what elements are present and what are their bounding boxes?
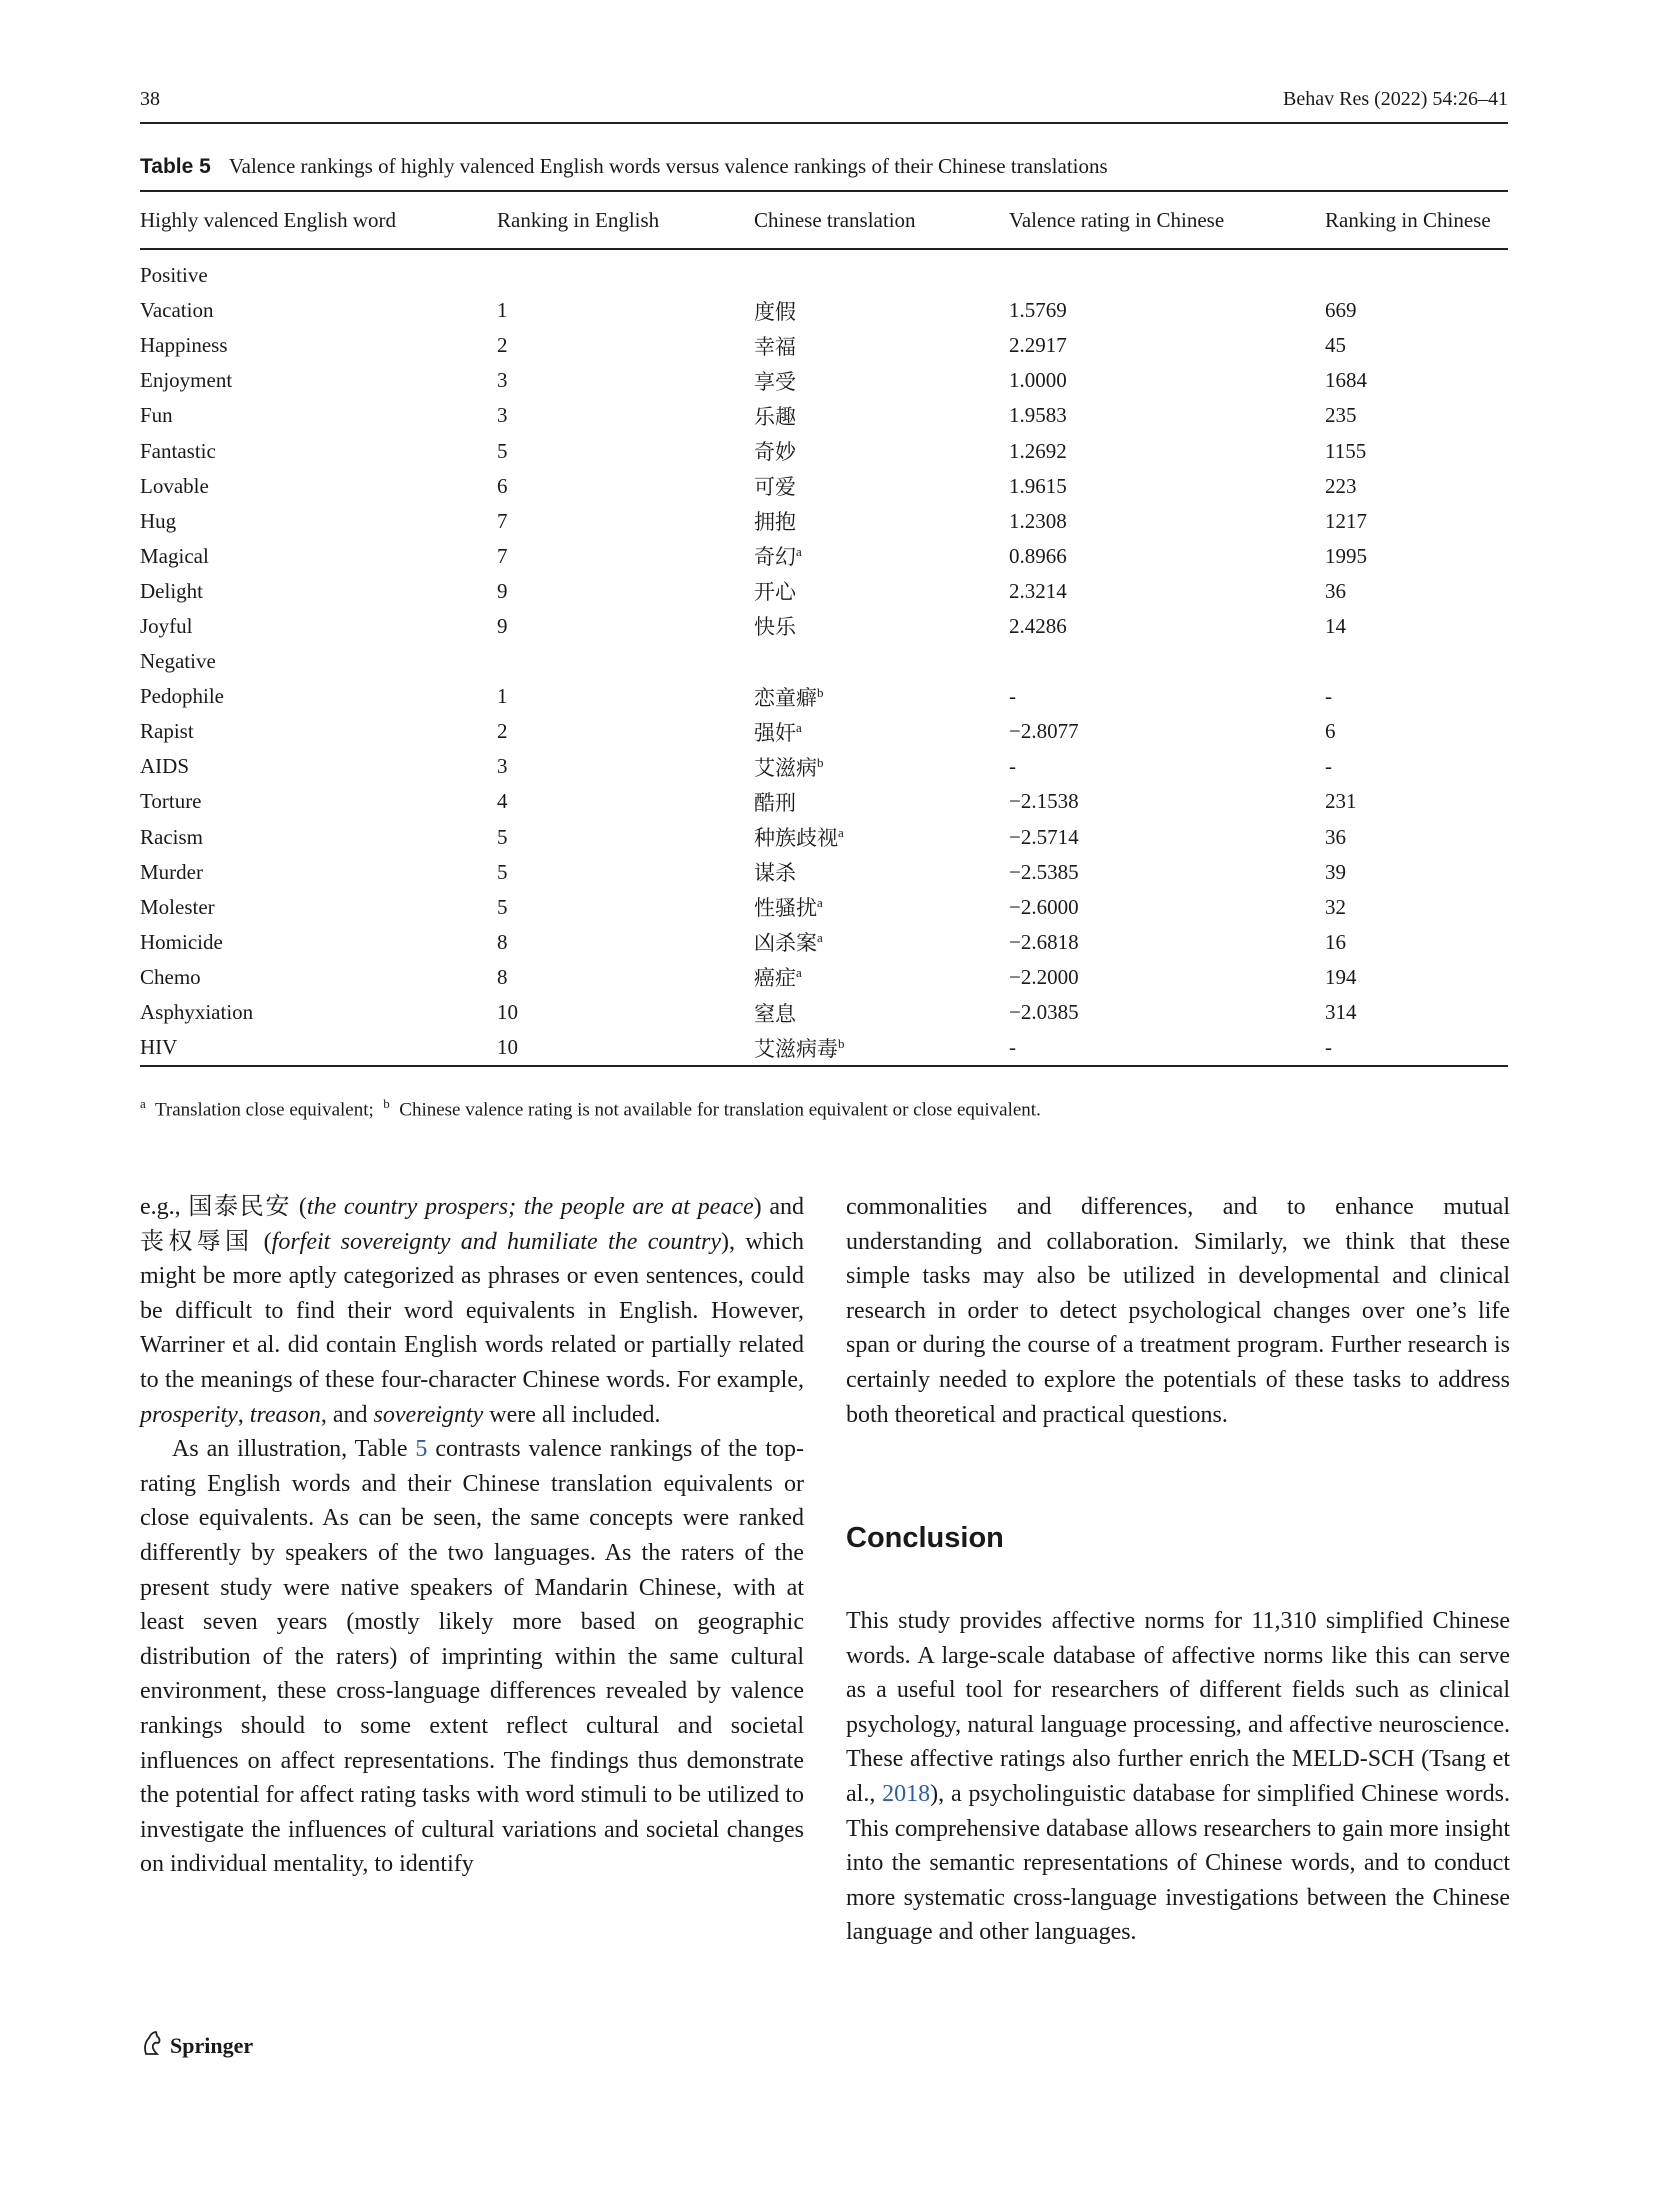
table-row bbox=[140, 328, 1508, 363]
valence-rating-cell: 1.5769 bbox=[1009, 298, 1067, 323]
valence-rating-cell bbox=[1009, 249, 1325, 293]
chinese-translation-cell bbox=[754, 328, 1009, 363]
footnote-mark: a bbox=[796, 965, 802, 981]
table-row bbox=[140, 363, 1508, 398]
english-word-cell: AIDS bbox=[140, 754, 190, 779]
english-rank-cell: 3 bbox=[497, 403, 508, 428]
english-rank-cell: 5 bbox=[497, 859, 508, 884]
publisher-name: Springer bbox=[170, 2033, 254, 2058]
chinese-word: 癌症 bbox=[754, 966, 796, 991]
valence-rating-cell: 1.2308 bbox=[1009, 508, 1067, 533]
english-word-cell: Pedophile bbox=[140, 684, 224, 709]
valence-rating-cell: −2.6818 bbox=[1009, 929, 1079, 954]
valence-rating-cell: −2.1538 bbox=[1009, 789, 1079, 814]
english-word-cell: Positive bbox=[140, 263, 208, 288]
english-rank-cell: 6 bbox=[497, 473, 508, 498]
table-caption-text: Valence rankings of highly valenced English words versus valence rankings of their Chinese translations bbox=[228, 154, 1108, 178]
table-group-row bbox=[140, 644, 1508, 679]
english-word-cell: Rapist bbox=[140, 719, 194, 744]
journal-citation: Behav Res (2022) 54:26–41 bbox=[1283, 88, 1508, 110]
table-row bbox=[140, 749, 1508, 784]
chinese-rank-cell: 669 bbox=[1325, 298, 1357, 323]
english-word-cell: Molester bbox=[140, 894, 215, 919]
chinese-translation-cell bbox=[754, 784, 1009, 819]
english-rank-cell: 2 bbox=[497, 719, 508, 744]
table-row bbox=[140, 925, 1508, 960]
chinese-word: 谋杀 bbox=[754, 861, 796, 886]
chinese-word: 拥抱 bbox=[754, 510, 796, 535]
table-group-row bbox=[140, 249, 1508, 293]
table-row bbox=[140, 398, 1508, 433]
header-rule bbox=[140, 122, 1508, 124]
chinese-translation-cell bbox=[754, 609, 1009, 644]
column-header: Highly valenced English word bbox=[140, 191, 497, 249]
valence-rating-cell: 2.3214 bbox=[1009, 578, 1067, 603]
chinese-rank-cell: 45 bbox=[1325, 333, 1346, 358]
footnote-mark: a bbox=[817, 930, 823, 946]
table-row bbox=[140, 890, 1508, 925]
chinese-translation-cell bbox=[754, 644, 1009, 679]
chinese-translation-cell bbox=[754, 504, 1009, 539]
english-rank-cell: 7 bbox=[497, 508, 508, 533]
publisher-logo bbox=[140, 2030, 253, 2062]
english-word-cell: HIV bbox=[140, 1030, 497, 1066]
chinese-rank-cell: 1995 bbox=[1325, 543, 1367, 568]
table-row bbox=[140, 1030, 1508, 1066]
english-word-cell: Racism bbox=[140, 824, 203, 849]
table-row bbox=[140, 714, 1508, 749]
english-word-cell: Hug bbox=[140, 508, 177, 533]
chinese-rank-cell bbox=[1325, 249, 1508, 293]
table-header-row bbox=[140, 191, 1508, 249]
table-row bbox=[140, 960, 1508, 995]
chinese-rank-cell: 1217 bbox=[1325, 508, 1367, 533]
table-row bbox=[140, 855, 1508, 890]
chinese-rank-cell: 36 bbox=[1325, 578, 1346, 603]
valence-rating-cell: 1.2692 bbox=[1009, 438, 1067, 463]
chinese-rank-cell bbox=[1325, 644, 1508, 679]
chinese-rank-cell: 32 bbox=[1325, 894, 1346, 919]
chinese-rank-cell: 39 bbox=[1325, 859, 1346, 884]
chinese-translation-cell bbox=[754, 960, 1009, 995]
chinese-word: 享受 bbox=[754, 369, 796, 394]
chinese-word: 开心 bbox=[754, 580, 796, 605]
table-label: Table 5 bbox=[140, 155, 211, 178]
chinese-rank-cell: - bbox=[1325, 684, 1332, 709]
chinese-translation-cell bbox=[754, 749, 1009, 784]
chinese-translation-cell bbox=[754, 890, 1009, 925]
chinese-rank-cell: 1155 bbox=[1325, 438, 1367, 463]
column-header: Ranking in English bbox=[497, 191, 754, 249]
english-rank-cell: 8 bbox=[497, 929, 508, 954]
english-rank-cell: 3 bbox=[497, 368, 508, 393]
chinese-translation-cell bbox=[754, 1030, 1009, 1066]
chinese-translation-cell bbox=[754, 820, 1009, 855]
table-row bbox=[140, 820, 1508, 855]
english-word-cell: Chemo bbox=[140, 964, 201, 989]
column-header: Ranking in Chinese bbox=[1325, 191, 1508, 249]
chinese-rank-cell: 314 bbox=[1325, 1000, 1357, 1025]
footnote-mark: b bbox=[817, 684, 824, 700]
footnote-mark: b bbox=[838, 1035, 845, 1051]
chinese-rank-cell: 14 bbox=[1325, 613, 1346, 638]
english-rank-cell: 9 bbox=[497, 578, 508, 603]
chinese-translation-cell bbox=[754, 539, 1009, 574]
chinese-translation-cell bbox=[754, 574, 1009, 609]
chinese-rank-cell: - bbox=[1325, 754, 1332, 779]
english-rank-cell bbox=[497, 644, 754, 679]
english-rank-cell bbox=[497, 249, 754, 293]
english-word-cell: Negative bbox=[140, 649, 216, 674]
chinese-word: 奇幻 bbox=[754, 545, 796, 570]
chinese-rank-cell: - bbox=[1325, 1030, 1508, 1066]
chinese-word: 快乐 bbox=[754, 615, 796, 640]
page-number: 38 bbox=[140, 88, 160, 110]
table-row bbox=[140, 433, 1508, 468]
section-heading: Conclusion bbox=[846, 1522, 1004, 1554]
table-row bbox=[140, 293, 1508, 328]
table-body bbox=[140, 249, 1508, 1066]
chinese-translation-cell bbox=[754, 679, 1009, 714]
english-word-cell: Murder bbox=[140, 859, 203, 884]
chinese-translation-cell bbox=[754, 363, 1009, 398]
footnote-mark-b: b bbox=[383, 1096, 390, 1111]
english-word-cell: Fantastic bbox=[140, 438, 216, 463]
english-word-cell: Delight bbox=[140, 578, 203, 603]
table-row bbox=[140, 469, 1508, 504]
chinese-word: 恋童癖 bbox=[754, 685, 817, 710]
chinese-rank-cell: 194 bbox=[1325, 964, 1357, 989]
valence-rating-cell: −2.8077 bbox=[1009, 719, 1079, 744]
chinese-translation-cell bbox=[754, 433, 1009, 468]
chinese-translation-cell bbox=[754, 995, 1009, 1030]
table-row bbox=[140, 539, 1508, 574]
valence-table bbox=[140, 190, 1508, 1067]
english-word-cell: Torture bbox=[140, 789, 202, 814]
chinese-rank-cell: 223 bbox=[1325, 473, 1357, 498]
chinese-translation-cell bbox=[754, 714, 1009, 749]
valence-rating-cell: 1.9615 bbox=[1009, 473, 1067, 498]
chinese-translation-cell bbox=[754, 249, 1009, 293]
chinese-rank-cell: 231 bbox=[1325, 789, 1357, 814]
english-rank-cell: 5 bbox=[497, 894, 508, 919]
chinese-word: 艾滋病 bbox=[754, 755, 817, 780]
chinese-word: 窒息 bbox=[754, 1001, 796, 1026]
chinese-translation-cell bbox=[754, 469, 1009, 504]
table-row bbox=[140, 995, 1508, 1030]
table-footnote bbox=[140, 1096, 1041, 1121]
chinese-translation-cell bbox=[754, 925, 1009, 960]
springer-horse-icon bbox=[140, 2030, 164, 2062]
english-rank-cell: 2 bbox=[497, 333, 508, 358]
chinese-word: 艾滋病毒 bbox=[754, 1036, 838, 1061]
chinese-word: 可爱 bbox=[754, 475, 796, 500]
english-rank-cell: 7 bbox=[497, 543, 508, 568]
chinese-word: 幸福 bbox=[754, 334, 796, 359]
chinese-rank-cell: 6 bbox=[1325, 719, 1336, 744]
table-row bbox=[140, 784, 1508, 819]
table-row bbox=[140, 679, 1508, 714]
footnote-mark: b bbox=[817, 754, 824, 770]
english-word-cell: Vacation bbox=[140, 298, 214, 323]
english-rank-cell: 1 bbox=[497, 684, 508, 709]
english-word-cell: Asphyxiation bbox=[140, 1000, 254, 1025]
english-rank-cell: 1 bbox=[497, 298, 508, 323]
english-rank-cell: 4 bbox=[497, 789, 508, 814]
english-rank-cell: 5 bbox=[497, 824, 508, 849]
chinese-word: 凶杀案 bbox=[754, 931, 817, 956]
table-row bbox=[140, 574, 1508, 609]
valence-rating-cell: −2.0385 bbox=[1009, 1000, 1079, 1025]
body-paragraph: e.g., 国泰民安 (the country prospers; the people are at peace) and 丧权辱国 (forfeit sovereignty and humiliate the country), which might be more aptly categorized as phrases or even sentences, could be difficult to find their word equivalents in English. However, Warriner et al. did contain English words related or partially related to the meanings of these four-character Chinese words. For example, prosperity, treason, and sovereignty were all included. bbox=[140, 1194, 804, 1428]
english-rank-cell: 9 bbox=[497, 613, 508, 638]
left-column bbox=[140, 1190, 804, 1882]
valence-rating-cell: −2.6000 bbox=[1009, 894, 1079, 919]
english-word-cell: Enjoyment bbox=[140, 368, 233, 393]
english-rank-cell: 8 bbox=[497, 964, 508, 989]
chinese-translation-cell bbox=[754, 855, 1009, 890]
conclusion-text: This study provides affective norms for 11,310 simplified Chinese words. A large-scale database of affective norms like this can serve as a useful tool for researchers of different fields such as clinical psychology, natural language processing, and affective neuroscience. These affective ratings also further enrich the MELD-SCH (Tsang et al., 2018), a psycholinguistic database for simplified Chinese words. This comprehensive database allows researchers to gain more insight into the semantic representations of Chinese words, and to conduct more systematic cross-language investigations between the Chinese language and other languages. bbox=[846, 1608, 1510, 1946]
english-rank-cell: 5 bbox=[497, 438, 508, 463]
english-word-cell: Homicide bbox=[140, 929, 223, 954]
body-paragraph: As an illustration, Table 5 contrasts valence rankings of the top-rating English words and their Chinese translation equivalents or close equivalents. As can be seen, the same concepts were ranked differently by speakers of the two languages. As the raters of the present study were native speakers of Mandarin Chinese, with at least seven years (mostly likely more based on geographic distribution of the raters) of imprinting within the same cultural environment, these cross-language differences revealed by valence rankings should to some extent reflect cultural and societal influences on affect representations. The findings thus demonstrate the potential for affect rating tasks with word stimuli to be utilized to investigate the influences of cultural variations and societal changes on individual mentality, to identify bbox=[140, 1436, 804, 1878]
chinese-rank-cell: 36 bbox=[1325, 824, 1346, 849]
english-word-cell: Magical bbox=[140, 543, 209, 568]
valence-rating-cell: 2.2917 bbox=[1009, 333, 1067, 358]
footnote-mark: a bbox=[796, 544, 802, 560]
english-rank-cell: 10 bbox=[497, 1000, 518, 1025]
valence-rating-cell: −2.2000 bbox=[1009, 964, 1079, 989]
english-word-cell: Joyful bbox=[140, 613, 193, 638]
valence-rating-cell: - bbox=[1009, 684, 1016, 709]
table-caption bbox=[140, 154, 1508, 179]
valence-rating-cell: 0.8966 bbox=[1009, 543, 1067, 568]
valence-rating-cell: −2.5714 bbox=[1009, 824, 1079, 849]
footnote-mark: a bbox=[817, 895, 823, 911]
footnote-a-text: Translation close equivalent; bbox=[154, 1099, 374, 1121]
body-paragraph: commonalities and differences, and to enhance mutual understanding and collaboration. Similarly, we think that these simple tasks may also be utilized in developmental and clinical research in order to detect psychological changes over one’s life span or during the course of a treatment program. Further research is certainly needed to explore the potentials of these tasks to address both theoretical and practical questions. bbox=[846, 1194, 1510, 1428]
table-reference-link[interactable]: 5 bbox=[415, 1436, 428, 1463]
footnote-mark: a bbox=[796, 719, 802, 735]
table-row bbox=[140, 609, 1508, 644]
chinese-word: 种族歧视 bbox=[754, 826, 838, 851]
chinese-word: 性骚扰 bbox=[754, 896, 817, 921]
chinese-translation-cell bbox=[754, 293, 1009, 328]
chinese-rank-cell: 16 bbox=[1325, 929, 1346, 954]
column-header: Valence rating in Chinese bbox=[1009, 191, 1325, 249]
valence-rating-cell: −2.5385 bbox=[1009, 859, 1079, 884]
citation-link[interactable]: 2018 bbox=[882, 1780, 931, 1807]
valence-rating-cell: 1.9583 bbox=[1009, 403, 1067, 428]
right-column bbox=[846, 1190, 1510, 1432]
chinese-word: 强奸 bbox=[754, 720, 796, 745]
valence-rating-cell: 2.4286 bbox=[1009, 613, 1067, 638]
chinese-rank-cell: 1684 bbox=[1325, 368, 1367, 393]
english-rank-cell: 10 bbox=[497, 1030, 754, 1066]
footnote-mark: a bbox=[838, 825, 844, 841]
chinese-translation-cell bbox=[754, 398, 1009, 433]
footnote-b-text: Chinese valence rating is not available for translation equivalent or close equivalent. bbox=[399, 1099, 1041, 1121]
valence-rating-cell bbox=[1009, 644, 1325, 679]
chinese-word: 酷刑 bbox=[754, 790, 796, 815]
valence-rating-cell: - bbox=[1009, 1030, 1325, 1066]
english-word-cell: Lovable bbox=[140, 473, 209, 498]
chinese-word: 度假 bbox=[754, 299, 796, 324]
english-word-cell: Fun bbox=[140, 403, 173, 428]
valence-rating-cell: - bbox=[1009, 754, 1016, 779]
chinese-word: 奇妙 bbox=[754, 440, 796, 465]
column-header: Chinese translation bbox=[754, 191, 1009, 249]
chinese-word: 乐趣 bbox=[754, 404, 796, 429]
english-word-cell: Happiness bbox=[140, 333, 228, 358]
chinese-rank-cell: 235 bbox=[1325, 403, 1357, 428]
footnote-mark-a: a bbox=[140, 1096, 146, 1111]
english-rank-cell: 3 bbox=[497, 754, 508, 779]
valence-rating-cell: 1.0000 bbox=[1009, 368, 1067, 393]
table-row bbox=[140, 504, 1508, 539]
